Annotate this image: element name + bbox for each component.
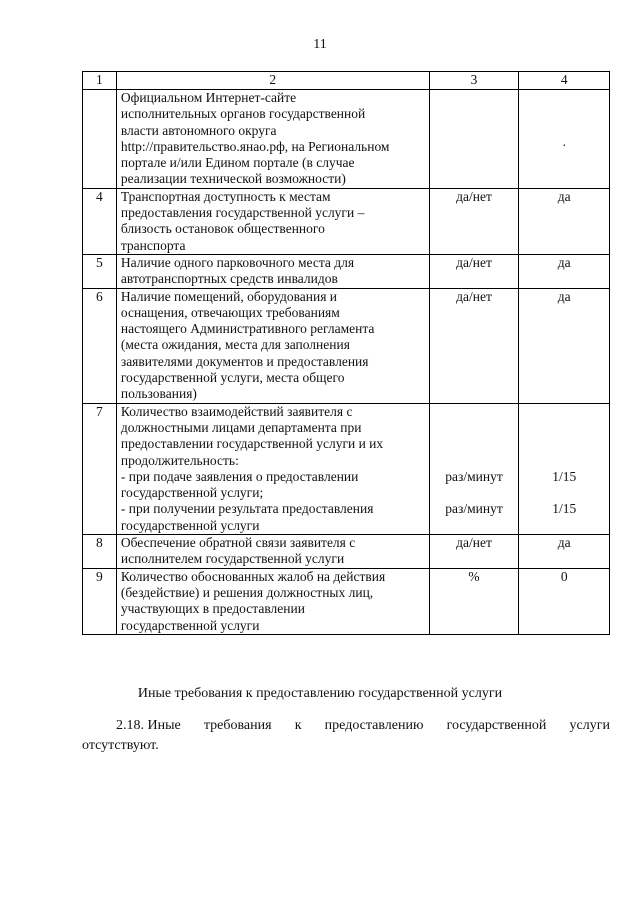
- row-description: [116, 403, 429, 534]
- description-line: транспорта: [120, 237, 186, 253]
- row-number: 6: [83, 288, 117, 403]
- cell-spacer: [434, 404, 515, 469]
- cell-spacer: [523, 404, 605, 469]
- description-line: (места ожидания, места для заполнения: [120, 337, 350, 353]
- paragraph-first-line: [82, 716, 610, 736]
- row-value: да: [519, 535, 610, 569]
- description-line: участвующих в предоставлении: [120, 601, 305, 617]
- description-line: предоставлении государственной услуги и их: [120, 436, 384, 452]
- description-line: государственной услуги;: [120, 485, 264, 501]
- section-heading: Иные требования к предоставлению государственной услуги: [137, 686, 503, 701]
- row-value: [519, 403, 610, 534]
- value-line: 1/15: [552, 501, 577, 517]
- description-line: исполнителем государственной услуги: [120, 551, 345, 567]
- row-number: 5: [83, 254, 117, 288]
- table-header-cell: 1: [83, 72, 117, 90]
- table-header-cell: 4: [519, 72, 610, 90]
- row-description: [116, 288, 429, 403]
- paragraph-word: 2.18. Иные: [116, 718, 181, 733]
- table-header-row: [83, 72, 610, 90]
- row-value: да: [519, 254, 610, 288]
- table-row: [83, 254, 610, 288]
- description-line: Наличие одного парковочного места для: [120, 254, 355, 270]
- description-line: Количество взаимодействий заявителя с: [120, 403, 353, 419]
- row-unit: [429, 403, 519, 534]
- value-line: [523, 485, 605, 501]
- paragraph-word: государственной: [446, 718, 547, 733]
- paragraph-word: к: [294, 718, 302, 733]
- page-number: 11: [313, 37, 327, 52]
- row-number: 8: [83, 535, 117, 569]
- description-line: - при получении результата предоставления: [120, 501, 374, 517]
- paragraph-word: услуги: [569, 718, 610, 733]
- description-line: Наличие помещений, оборудования и: [120, 288, 338, 304]
- row-unit: %: [429, 568, 519, 634]
- description-line: Транспортная доступность к местам: [120, 188, 331, 204]
- description-line: государственной услуги, места общего: [120, 370, 345, 386]
- row-unit: да/нет: [429, 188, 519, 254]
- value-line: 1/15: [552, 468, 577, 484]
- description-line: реализации технической возможности): [120, 171, 346, 187]
- row-value: да: [519, 188, 610, 254]
- unit-line: раз/минут: [445, 468, 503, 484]
- paragraph-2-18: [82, 716, 610, 756]
- description-line: должностными лицами департамента при: [120, 419, 362, 435]
- row-description: [116, 568, 429, 634]
- description-line: настоящего Административного регламента: [120, 321, 375, 337]
- row-description: [116, 254, 429, 288]
- description-line: оснащения, отвечающих требованиям: [120, 304, 340, 320]
- description-line: - при подаче заявления о предоставлении: [120, 468, 359, 484]
- description-line: Количество обоснованных жалоб на действия: [120, 568, 386, 584]
- row-number: 9: [83, 568, 117, 634]
- description-line: власти автономного округа: [120, 122, 277, 138]
- description-line: предоставления государственной услуги –: [120, 205, 365, 221]
- row-description: [116, 535, 429, 569]
- row-unit: [429, 90, 519, 189]
- table-header-cell: 2: [116, 72, 429, 90]
- paragraph-word: требования: [203, 718, 272, 733]
- description-line: Обеспечение обратной связи заявителя с: [120, 535, 356, 551]
- table-row: [83, 403, 610, 534]
- description-line: заявителями документов и предоставления: [120, 353, 369, 369]
- paragraph-word: предоставлению: [324, 718, 424, 733]
- table-row: [83, 535, 610, 569]
- row-number: [83, 90, 117, 189]
- unit-line: [434, 485, 515, 501]
- row-unit: да/нет: [429, 535, 519, 569]
- description-line: (бездействие) и решения должностных лиц,: [120, 584, 374, 600]
- description-line: государственной услуги: [120, 617, 260, 633]
- paragraph-second-line: отсутствуют.: [82, 738, 159, 753]
- requirements-table: [82, 71, 610, 635]
- table-row: [83, 188, 610, 254]
- description-line: http://правительство.янао.рф, на Региональном: [120, 138, 390, 154]
- description-line: государственной услуги: [120, 517, 260, 533]
- description-line: портале и/или Едином портале (в случае: [120, 155, 355, 171]
- row-unit: да/нет: [429, 254, 519, 288]
- row-value-mark: ·: [561, 138, 567, 153]
- row-value: [519, 90, 610, 189]
- table-row: [83, 288, 610, 403]
- description-line: автотранспортных средств инвалидов: [120, 271, 338, 287]
- row-value: да: [519, 288, 610, 403]
- table-header-cell: 3: [429, 72, 519, 90]
- description-line: продолжительность:: [120, 452, 239, 468]
- row-number: 4: [83, 188, 117, 254]
- row-description: [116, 90, 429, 189]
- description-line: исполнительных органов государственной: [120, 106, 366, 122]
- description-line: близость остановок общественного: [120, 221, 325, 237]
- description-line: пользования): [120, 386, 197, 402]
- table-row: [83, 568, 610, 634]
- unit-line: раз/минут: [445, 501, 503, 517]
- row-description: [116, 188, 429, 254]
- row-number: 7: [83, 403, 117, 534]
- row-value: 0: [519, 568, 610, 634]
- table-row: [83, 90, 610, 189]
- description-line: Официальном Интернет-сайте: [120, 90, 297, 105]
- row-unit: да/нет: [429, 288, 519, 403]
